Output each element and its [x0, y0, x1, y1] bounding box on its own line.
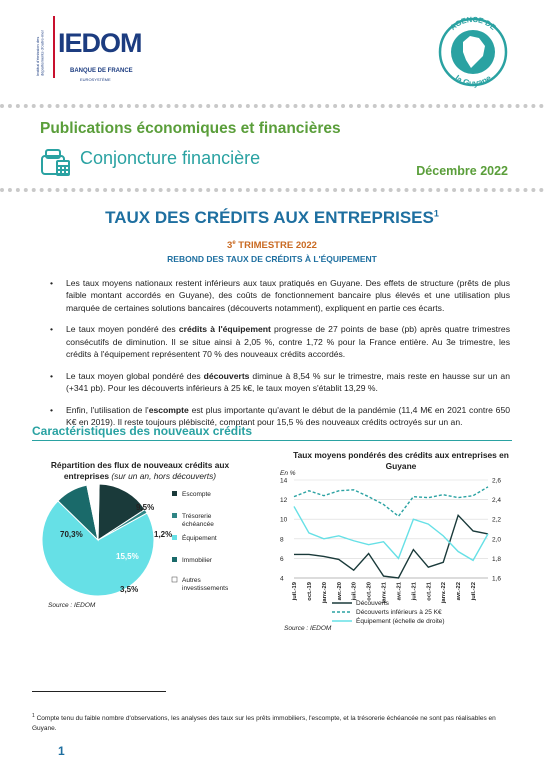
pie-legend-label-5-line2: investissements	[182, 585, 229, 592]
line-series-1	[294, 515, 488, 578]
page-number: 1	[58, 744, 65, 758]
summary-bullets	[50, 277, 510, 438]
logo-subtitle-2: EUROSYSTÈME	[80, 77, 111, 82]
logo-subtitle: BANQUE DE FRANCE	[70, 68, 133, 74]
bullet-4: • Enfin, l'utilisation de l'escompte est plus importante qu'avant le début de la pandémie (11,4 M€ en 2021 contre 650 K€ en 2019). Il reste toujours plébiscité, comptant pour 15,5 % des nouveaux crédits octroyés sur un an.	[50, 404, 510, 429]
line-y2-tick-4: 2,2	[492, 516, 502, 524]
line-x-tick-12: avr.-22	[456, 582, 463, 601]
footnote-rule	[32, 691, 166, 692]
line-x-tick-3: janv.-20	[321, 582, 328, 604]
line-chart-source: Source : IEDOM	[284, 625, 332, 632]
line-legend-label-3: Équipement (échelle de droite)	[356, 618, 445, 625]
pie-legend-swatch-3	[172, 535, 177, 540]
line-series-2	[294, 487, 488, 516]
line-x-tick-11: janv.-22	[441, 582, 448, 604]
line-x-tick-9: juil.-21	[411, 582, 418, 601]
line-x-tick-5: juil.-20	[351, 582, 358, 601]
pie-chart-title: Répartition des flux de nouveaux crédits aux entreprises (sur un an, hors découverts)	[50, 460, 230, 481]
line-series-3	[294, 506, 488, 560]
line-y-tick-2: 6	[280, 555, 284, 563]
line-y-tick-3: 8	[280, 536, 284, 544]
svg-text:la Guyane	[453, 73, 493, 88]
pie-legend-label-5: Autres	[182, 577, 201, 584]
logo-bar	[53, 16, 55, 78]
pie-legend-label-2: Trésorerie	[182, 513, 212, 520]
pie-legend-label-2-line2: échéancée	[182, 521, 214, 528]
section-name: Conjoncture financière	[80, 148, 261, 168]
svg-text:AGENCE DE	[448, 15, 497, 32]
pie-chart	[20, 480, 270, 610]
line-y2-tick-2: 1,8	[492, 555, 502, 563]
pie-legend-swatch-4	[172, 557, 177, 562]
publication-date: Décembre 2022	[416, 164, 508, 178]
line-legend-label-2: Découverts inférieurs à 25 K€	[356, 609, 442, 616]
line-x-tick-1: juil.-19	[292, 582, 298, 601]
pie-label-3: 70,3%	[60, 530, 83, 539]
pie-legend-label-4: Immobilier	[182, 557, 212, 564]
line-chart	[276, 466, 522, 636]
line-y-tick-4: 10	[280, 516, 288, 524]
header-divider-bottom	[0, 188, 544, 192]
agence-top-text: AGENCE DE	[448, 14, 498, 32]
logo-side-text: Institut d'émission des départements d'outre-mer	[35, 30, 45, 76]
pie-label-4: 9,5%	[136, 503, 155, 512]
pie-legend-swatch-5	[172, 577, 177, 582]
line-x-tick-7: janv.-21	[381, 582, 388, 604]
pie-chart-source: Source : IEDOM	[48, 602, 96, 609]
finance-icon	[40, 146, 74, 178]
line-x-tick-2: oct.-19	[306, 582, 313, 601]
pie-label-5: 3,5%	[120, 585, 139, 594]
bullet-1: • Les taux moyens nationaux restent inférieurs aux taux pratiqués en Guyane. Des effets de structure (prêts de plus faible montant accordés en Guyane), des coûts de fonctionnement bancaire plus élevés et une utilisation plus marquée de certaines solutions bancaires (découverts notamment), expliquent en partie ces écarts.	[50, 277, 510, 314]
main-title: TAUX DES CRÉDITS AUX ENTREPRISES$^1$	[105, 208, 439, 227]
line-x-tick-8: avr.-21	[396, 582, 403, 601]
bullet-3: • Le taux moyen global pondéré des découverts diminue à 8,54 % sur le trimestre, mais reste en hausse sur un an (+341 pb). Pour les découverts inférieurs à 25 k€, le taux moyen s'établit 13,29 %.	[50, 370, 510, 395]
footnote: $^1$ Compte tenu du faible nombre d'observations, les analyses des taux sur les prêts immobiliers, l'escompte, et la trésorerie échéancée ne sont pas réalisables en Guyane.	[32, 713, 496, 732]
line-x-tick-13: juil.-22	[471, 582, 478, 601]
bullet-2: • Le taux moyen pondéré des crédits à l'équipement progresse de 27 points de base (pb) après quatre trimestres consécutifs de diminution. Il se situe ainsi à 2,05 %, contre 1,72 % pour la France entière. Au 3e trimestre, les crédits à l'équipement représentent 70 % des nouveaux crédits accordés.	[50, 323, 510, 360]
line-y2-tick-6: 2,6	[492, 477, 502, 485]
publication-title: Publications économiques et financières	[40, 120, 341, 137]
line-chart-title: Taux moyens pondérés des crédits aux entreprises en Guyane	[293, 450, 509, 471]
line-y-tick-1: 4	[280, 575, 284, 583]
charts-section-rule	[32, 440, 512, 441]
line-y2-tick-5: 2,4	[492, 497, 502, 505]
line-y2-tick-1: 1,6	[492, 575, 502, 583]
pie-legend-swatch-2	[172, 513, 177, 518]
line-y-tick-5: 12	[280, 497, 288, 505]
agence-bottom-text: la Guyane	[452, 72, 494, 89]
pie-legend-swatch-1	[172, 491, 177, 496]
iedom-logo	[35, 14, 142, 84]
header-divider-top	[0, 104, 544, 108]
line-x-tick-6: oct.-20	[366, 582, 373, 601]
pie-label-1: 15,5%	[116, 552, 139, 561]
subtitle: REBOND DES TAUX DE CRÉDITS À L'ÉQUIPEMENT	[167, 254, 377, 264]
line-chart-ylabel: En %	[280, 470, 296, 477]
line-y-tick-6: 14	[280, 477, 288, 485]
pie-label-2: 1,2%	[154, 530, 173, 539]
line-x-tick-4: avr.-20	[336, 582, 343, 601]
line-x-tick-10: oct.-21	[426, 582, 433, 601]
pie-legend-label-3: Équipement	[182, 535, 217, 542]
quarter-heading: 3e TRIMESTRE 2022	[227, 240, 317, 252]
agence-guyane-badge	[435, 6, 511, 96]
logo-text: IEDOM	[58, 28, 142, 58]
line-legend-label-1: Découverts	[356, 600, 389, 607]
line-y2-tick-3: 2,0	[492, 536, 502, 544]
pie-legend-label-1: Escompte	[182, 491, 211, 498]
charts-section-title: Caractéristiques des nouveaux crédits	[32, 424, 253, 438]
